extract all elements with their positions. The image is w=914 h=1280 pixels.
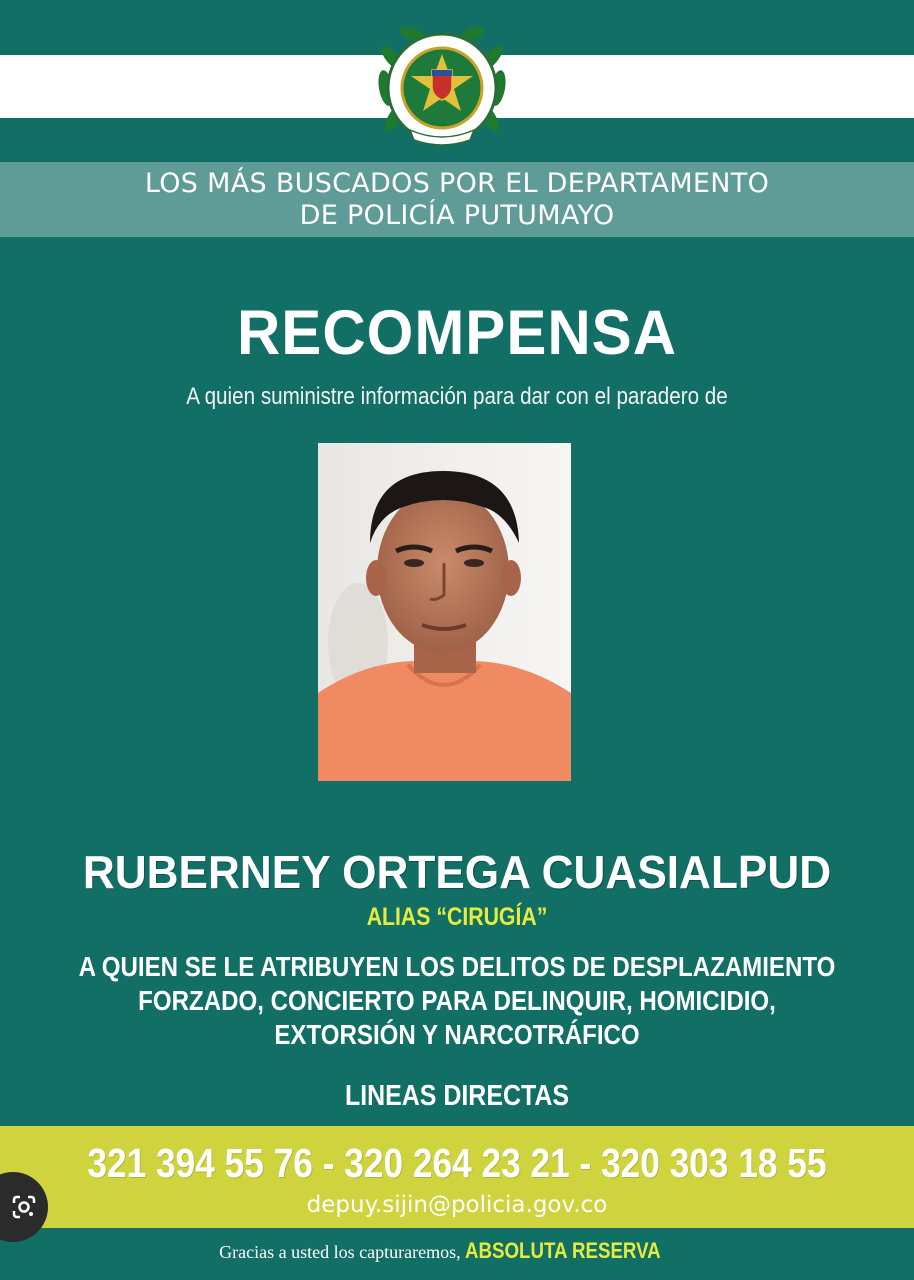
direct-lines-title: LINEAS DIRECTAS xyxy=(344,1080,570,1112)
suspect-alias: ALIAS “CIRUGÍA” xyxy=(366,903,548,931)
crimes-line-2: FORZADO, CONCIERTO PARA DELINQUIR, HOMICIDIO, xyxy=(138,985,776,1016)
crimes-line-1: A QUIEN SE LE ATRIBUYEN LOS DELITOS DE DESPLAZAMIENTO xyxy=(78,951,836,982)
crimes-line-3: EXTORSIÓN Y NARCOTRÁFICO xyxy=(274,1019,640,1050)
contact-email: depuy.sijin@policia.gov.co xyxy=(306,1192,608,1218)
footer xyxy=(0,1238,914,1270)
title-band xyxy=(0,162,914,237)
title-line-1: LOS MÁS BUSCADOS POR EL DEPARTAMENTO xyxy=(144,167,770,199)
reward-headline: RECOMPENSA xyxy=(236,297,678,368)
police-seal xyxy=(372,18,512,158)
reward-subline: A quien suministre información para dar con el paradero de xyxy=(186,383,728,410)
footer-reserve: ABSOLUTA RESERVA xyxy=(464,1238,661,1263)
title-line-2: DE POLICÍA PUTUMAYO xyxy=(299,199,615,231)
suspect-portrait-photo-icon xyxy=(318,443,571,781)
suspect-name: RUBERNEY ORTEGA CUASIALPUD xyxy=(82,846,832,898)
footer-thanks: Gracias a usted los capturaremos, xyxy=(219,1242,461,1262)
phone-numbers: 321 394 55 76 - 320 264 23 21 - 320 303 18 55 xyxy=(87,1140,827,1186)
crimes-list xyxy=(64,950,850,1052)
google-lens-icon xyxy=(11,1194,37,1220)
suspect-photo xyxy=(318,443,571,781)
policia-nacional-seal-icon xyxy=(372,18,512,158)
